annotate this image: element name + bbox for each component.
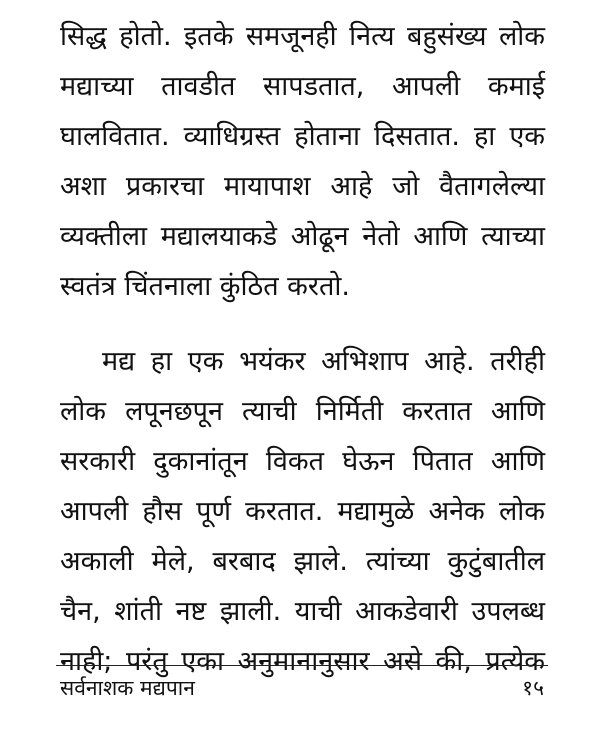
text-line: घालवितात. व्याधिग्रस्त होताना दिसतात. हा एक: [60, 121, 545, 152]
paragraph-spacing: [60, 312, 545, 337]
text-line: मद्य हा एक भयंकर अभिशाप आहे. तरीही: [102, 346, 545, 377]
text-line: अकाली मेले, बरबाद झाले. त्यांच्या कुटुंबातील: [60, 546, 545, 577]
footer-book-title: सर्वनाशक मद्यपान: [60, 676, 195, 700]
text-line: लोक लपूनछपून त्याची निर्मिती करतात आणि: [60, 396, 545, 427]
body-text: [60, 12, 545, 687]
text-line: सिद्ध होतो. इतके समजूनही नित्य बहुसंख्य लोक: [60, 21, 545, 52]
text-line: सरकारी दुकानांतून विकत घेऊन पितात आणि: [60, 446, 545, 477]
text-line: मद्याच्या तावडीत सापडतात, आपली कमाई: [60, 71, 545, 102]
text-line: व्यक्तीला मद्यालयाकडे ओढून नेतो आणि त्याच्या: [60, 221, 545, 252]
paragraph-1: [60, 12, 545, 312]
paragraph-2: [60, 337, 545, 687]
footer-rule: [56, 665, 548, 666]
text-line: नाही; परंतु एका अनुमानानुसार असे की, प्रत्येक: [60, 646, 545, 677]
text-line: स्वतंत्र चिंतनाला कुंठित करतो.: [60, 271, 350, 302]
text-line: चैन, शांती नष्ट झाली. याची आकडेवारी उपलब्ध: [60, 596, 545, 627]
text-line: अशा प्रकारचा मायापाश आहे जो वैतागलेल्या: [60, 171, 545, 202]
text-line: आपली हौस पूर्ण करतात. मद्यामुळे अनेक लोक: [60, 496, 545, 527]
page-number: १५: [522, 676, 544, 700]
